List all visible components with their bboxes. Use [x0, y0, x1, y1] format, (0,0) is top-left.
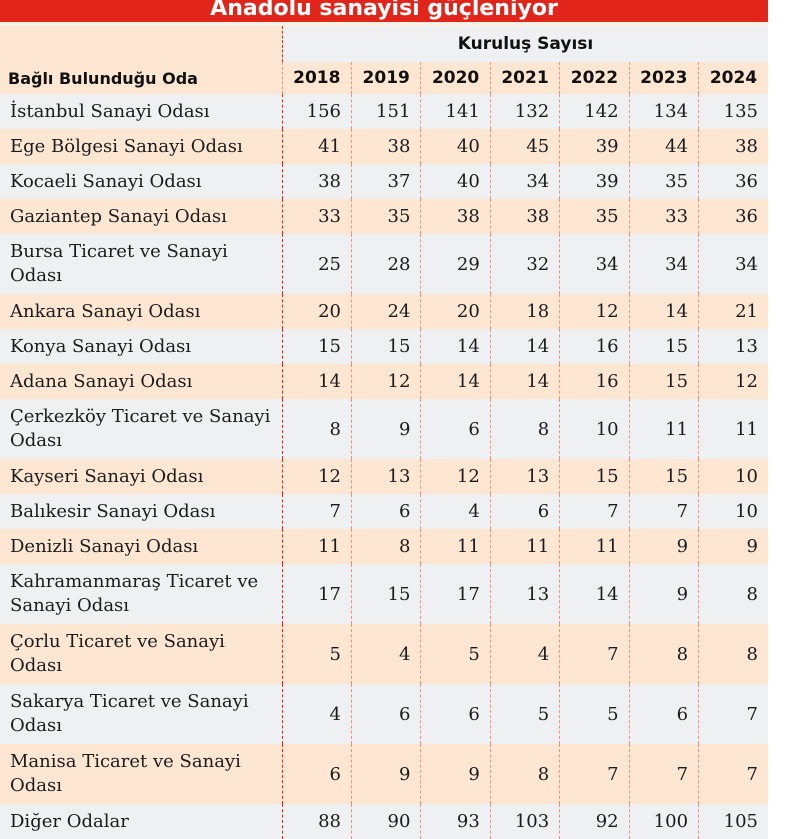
count-cell: 6 [490, 494, 559, 529]
table-row [0, 129, 768, 164]
count-cell: 135 [699, 94, 768, 129]
chamber-name: Diğer Odalar [0, 804, 282, 839]
count-cell: 103 [490, 804, 559, 839]
table-row [0, 399, 768, 459]
count-cell: 13 [490, 564, 559, 624]
count-cell: 6 [629, 684, 698, 744]
count-cell: 7 [629, 744, 698, 804]
count-cell: 7 [560, 494, 629, 529]
count-cell: 35 [352, 199, 421, 234]
count-cell: 35 [629, 164, 698, 199]
count-cell: 92 [560, 804, 629, 839]
chamber-name: Balıkesir Sanayi Odası [0, 494, 282, 529]
chamber-name: Gaziantep Sanayi Odası [0, 199, 282, 234]
count-cell: 33 [629, 199, 698, 234]
count-cell: 11 [699, 399, 768, 459]
chamber-name: İstanbul Sanayi Odası [0, 94, 282, 129]
count-cell: 5 [560, 684, 629, 744]
count-cell: 39 [560, 129, 629, 164]
table-title: Anadolu sanayisi güçleniyor [0, 0, 768, 22]
count-cell: 11 [560, 529, 629, 564]
count-cell: 13 [352, 459, 421, 494]
table-row [0, 459, 768, 494]
count-cell: 9 [699, 529, 768, 564]
year-header: 2018 [282, 62, 351, 94]
count-cell: 93 [421, 804, 490, 839]
count-cell: 5 [421, 624, 490, 684]
count-cell: 6 [421, 399, 490, 459]
count-cell: 11 [421, 529, 490, 564]
table-row [0, 684, 768, 744]
chamber-name: Bursa Ticaret ve Sanayi Odası [0, 234, 282, 294]
count-cell: 9 [421, 744, 490, 804]
count-cell: 33 [282, 199, 351, 234]
year-header: 2021 [490, 62, 559, 94]
name-column-header: Bağlı Bulunduğu Oda [0, 62, 282, 94]
table-row [0, 494, 768, 529]
count-cell: 9 [352, 744, 421, 804]
count-cell: 4 [421, 494, 490, 529]
table-row [0, 624, 768, 684]
count-cell: 40 [421, 129, 490, 164]
count-cell: 35 [560, 199, 629, 234]
count-cell: 8 [490, 744, 559, 804]
count-cell: 9 [629, 564, 698, 624]
count-cell: 16 [560, 329, 629, 364]
count-cell: 32 [490, 234, 559, 294]
chamber-name: Kocaeli Sanayi Odası [0, 164, 282, 199]
count-cell: 15 [629, 329, 698, 364]
count-cell: 10 [560, 399, 629, 459]
count-cell: 21 [699, 294, 768, 329]
chamber-name: Denizli Sanayi Odası [0, 529, 282, 564]
year-header: 2019 [352, 62, 421, 94]
table-row [0, 364, 768, 399]
count-cell: 14 [629, 294, 698, 329]
year-header: 2023 [629, 62, 698, 94]
count-cell: 4 [282, 684, 351, 744]
chamber-name: Sakarya Ticaret ve Sanayi Odası [0, 684, 282, 744]
count-cell: 8 [629, 624, 698, 684]
count-cell: 14 [421, 364, 490, 399]
count-cell: 11 [490, 529, 559, 564]
count-cell: 7 [560, 624, 629, 684]
count-cell: 105 [699, 804, 768, 839]
header-top-band [0, 26, 768, 62]
count-cell: 7 [699, 744, 768, 804]
count-cell: 38 [352, 129, 421, 164]
count-cell: 15 [352, 329, 421, 364]
chamber-name: Ege Bölgesi Sanayi Odası [0, 129, 282, 164]
chamber-name: Çerkezköy Ticaret ve Sanayi Odası [0, 399, 282, 459]
count-cell: 12 [699, 364, 768, 399]
table-row [0, 164, 768, 199]
count-cell: 8 [699, 624, 768, 684]
count-cell: 88 [282, 804, 351, 839]
count-cell: 39 [560, 164, 629, 199]
table-row [0, 329, 768, 364]
table-row [0, 804, 768, 839]
count-cell: 9 [352, 399, 421, 459]
count-cell: 14 [282, 364, 351, 399]
count-cell: 7 [560, 744, 629, 804]
count-cell: 13 [699, 329, 768, 364]
count-cell: 11 [629, 399, 698, 459]
chamber-name: Manisa Ticaret ve Sanayi Odası [0, 744, 282, 804]
chamber-name: Kahramanmaraş Ticaret ve Sanayi Odası [0, 564, 282, 624]
count-cell: 9 [629, 529, 698, 564]
count-cell: 38 [490, 199, 559, 234]
count-cell: 8 [699, 564, 768, 624]
chamber-name: Konya Sanayi Odası [0, 329, 282, 364]
count-cell: 12 [560, 294, 629, 329]
count-cell: 7 [282, 494, 351, 529]
count-cell: 14 [560, 564, 629, 624]
table-row [0, 94, 768, 129]
count-cell: 36 [699, 164, 768, 199]
year-header: 2024 [699, 62, 768, 94]
count-cell: 24 [352, 294, 421, 329]
count-cell: 151 [352, 94, 421, 129]
count-cell: 7 [629, 494, 698, 529]
count-cell: 10 [699, 459, 768, 494]
count-cell: 34 [490, 164, 559, 199]
count-cell: 90 [352, 804, 421, 839]
group-header: Kuruluş Sayısı [282, 26, 768, 62]
count-cell: 132 [490, 94, 559, 129]
count-cell: 5 [282, 624, 351, 684]
data-table [0, 62, 768, 839]
count-cell: 14 [421, 329, 490, 364]
count-cell: 15 [629, 459, 698, 494]
count-cell: 38 [421, 199, 490, 234]
count-cell: 40 [421, 164, 490, 199]
count-cell: 12 [421, 459, 490, 494]
count-cell: 28 [352, 234, 421, 294]
count-cell: 6 [421, 684, 490, 744]
count-cell: 6 [282, 744, 351, 804]
count-cell: 7 [699, 684, 768, 744]
count-cell: 134 [629, 94, 698, 129]
year-header: 2020 [421, 62, 490, 94]
count-cell: 20 [282, 294, 351, 329]
count-cell: 12 [282, 459, 351, 494]
count-cell: 11 [282, 529, 351, 564]
count-cell: 15 [352, 564, 421, 624]
count-cell: 25 [282, 234, 351, 294]
count-cell: 15 [560, 459, 629, 494]
count-cell: 14 [490, 329, 559, 364]
count-cell: 6 [352, 494, 421, 529]
count-cell: 6 [352, 684, 421, 744]
count-cell: 17 [282, 564, 351, 624]
table-row [0, 199, 768, 234]
count-cell: 37 [352, 164, 421, 199]
count-cell: 38 [282, 164, 351, 199]
count-cell: 10 [699, 494, 768, 529]
count-cell: 18 [490, 294, 559, 329]
table-row [0, 564, 768, 624]
count-cell: 45 [490, 129, 559, 164]
table-row [0, 294, 768, 329]
chamber-name: Kayseri Sanayi Odası [0, 459, 282, 494]
count-cell: 12 [352, 364, 421, 399]
count-cell: 100 [629, 804, 698, 839]
table-row [0, 744, 768, 804]
count-cell: 34 [699, 234, 768, 294]
table-row [0, 529, 768, 564]
table-row [0, 234, 768, 294]
count-cell: 4 [352, 624, 421, 684]
chamber-name: Ankara Sanayi Odası [0, 294, 282, 329]
count-cell: 16 [560, 364, 629, 399]
count-cell: 34 [629, 234, 698, 294]
count-cell: 41 [282, 129, 351, 164]
count-cell: 34 [560, 234, 629, 294]
count-cell: 17 [421, 564, 490, 624]
count-cell: 8 [490, 399, 559, 459]
count-cell: 8 [282, 399, 351, 459]
chamber-name: Çorlu Ticaret ve Sanayi Odası [0, 624, 282, 684]
year-header: 2022 [560, 62, 629, 94]
count-cell: 142 [560, 94, 629, 129]
count-cell: 15 [282, 329, 351, 364]
count-cell: 8 [352, 529, 421, 564]
count-cell: 15 [629, 364, 698, 399]
count-cell: 44 [629, 129, 698, 164]
count-cell: 14 [490, 364, 559, 399]
count-cell: 38 [699, 129, 768, 164]
count-cell: 20 [421, 294, 490, 329]
count-cell: 13 [490, 459, 559, 494]
chamber-name: Adana Sanayi Odası [0, 364, 282, 399]
count-cell: 5 [490, 684, 559, 744]
count-cell: 36 [699, 199, 768, 234]
count-cell: 4 [490, 624, 559, 684]
header-row [0, 62, 768, 94]
count-cell: 156 [282, 94, 351, 129]
count-cell: 29 [421, 234, 490, 294]
count-cell: 141 [421, 94, 490, 129]
